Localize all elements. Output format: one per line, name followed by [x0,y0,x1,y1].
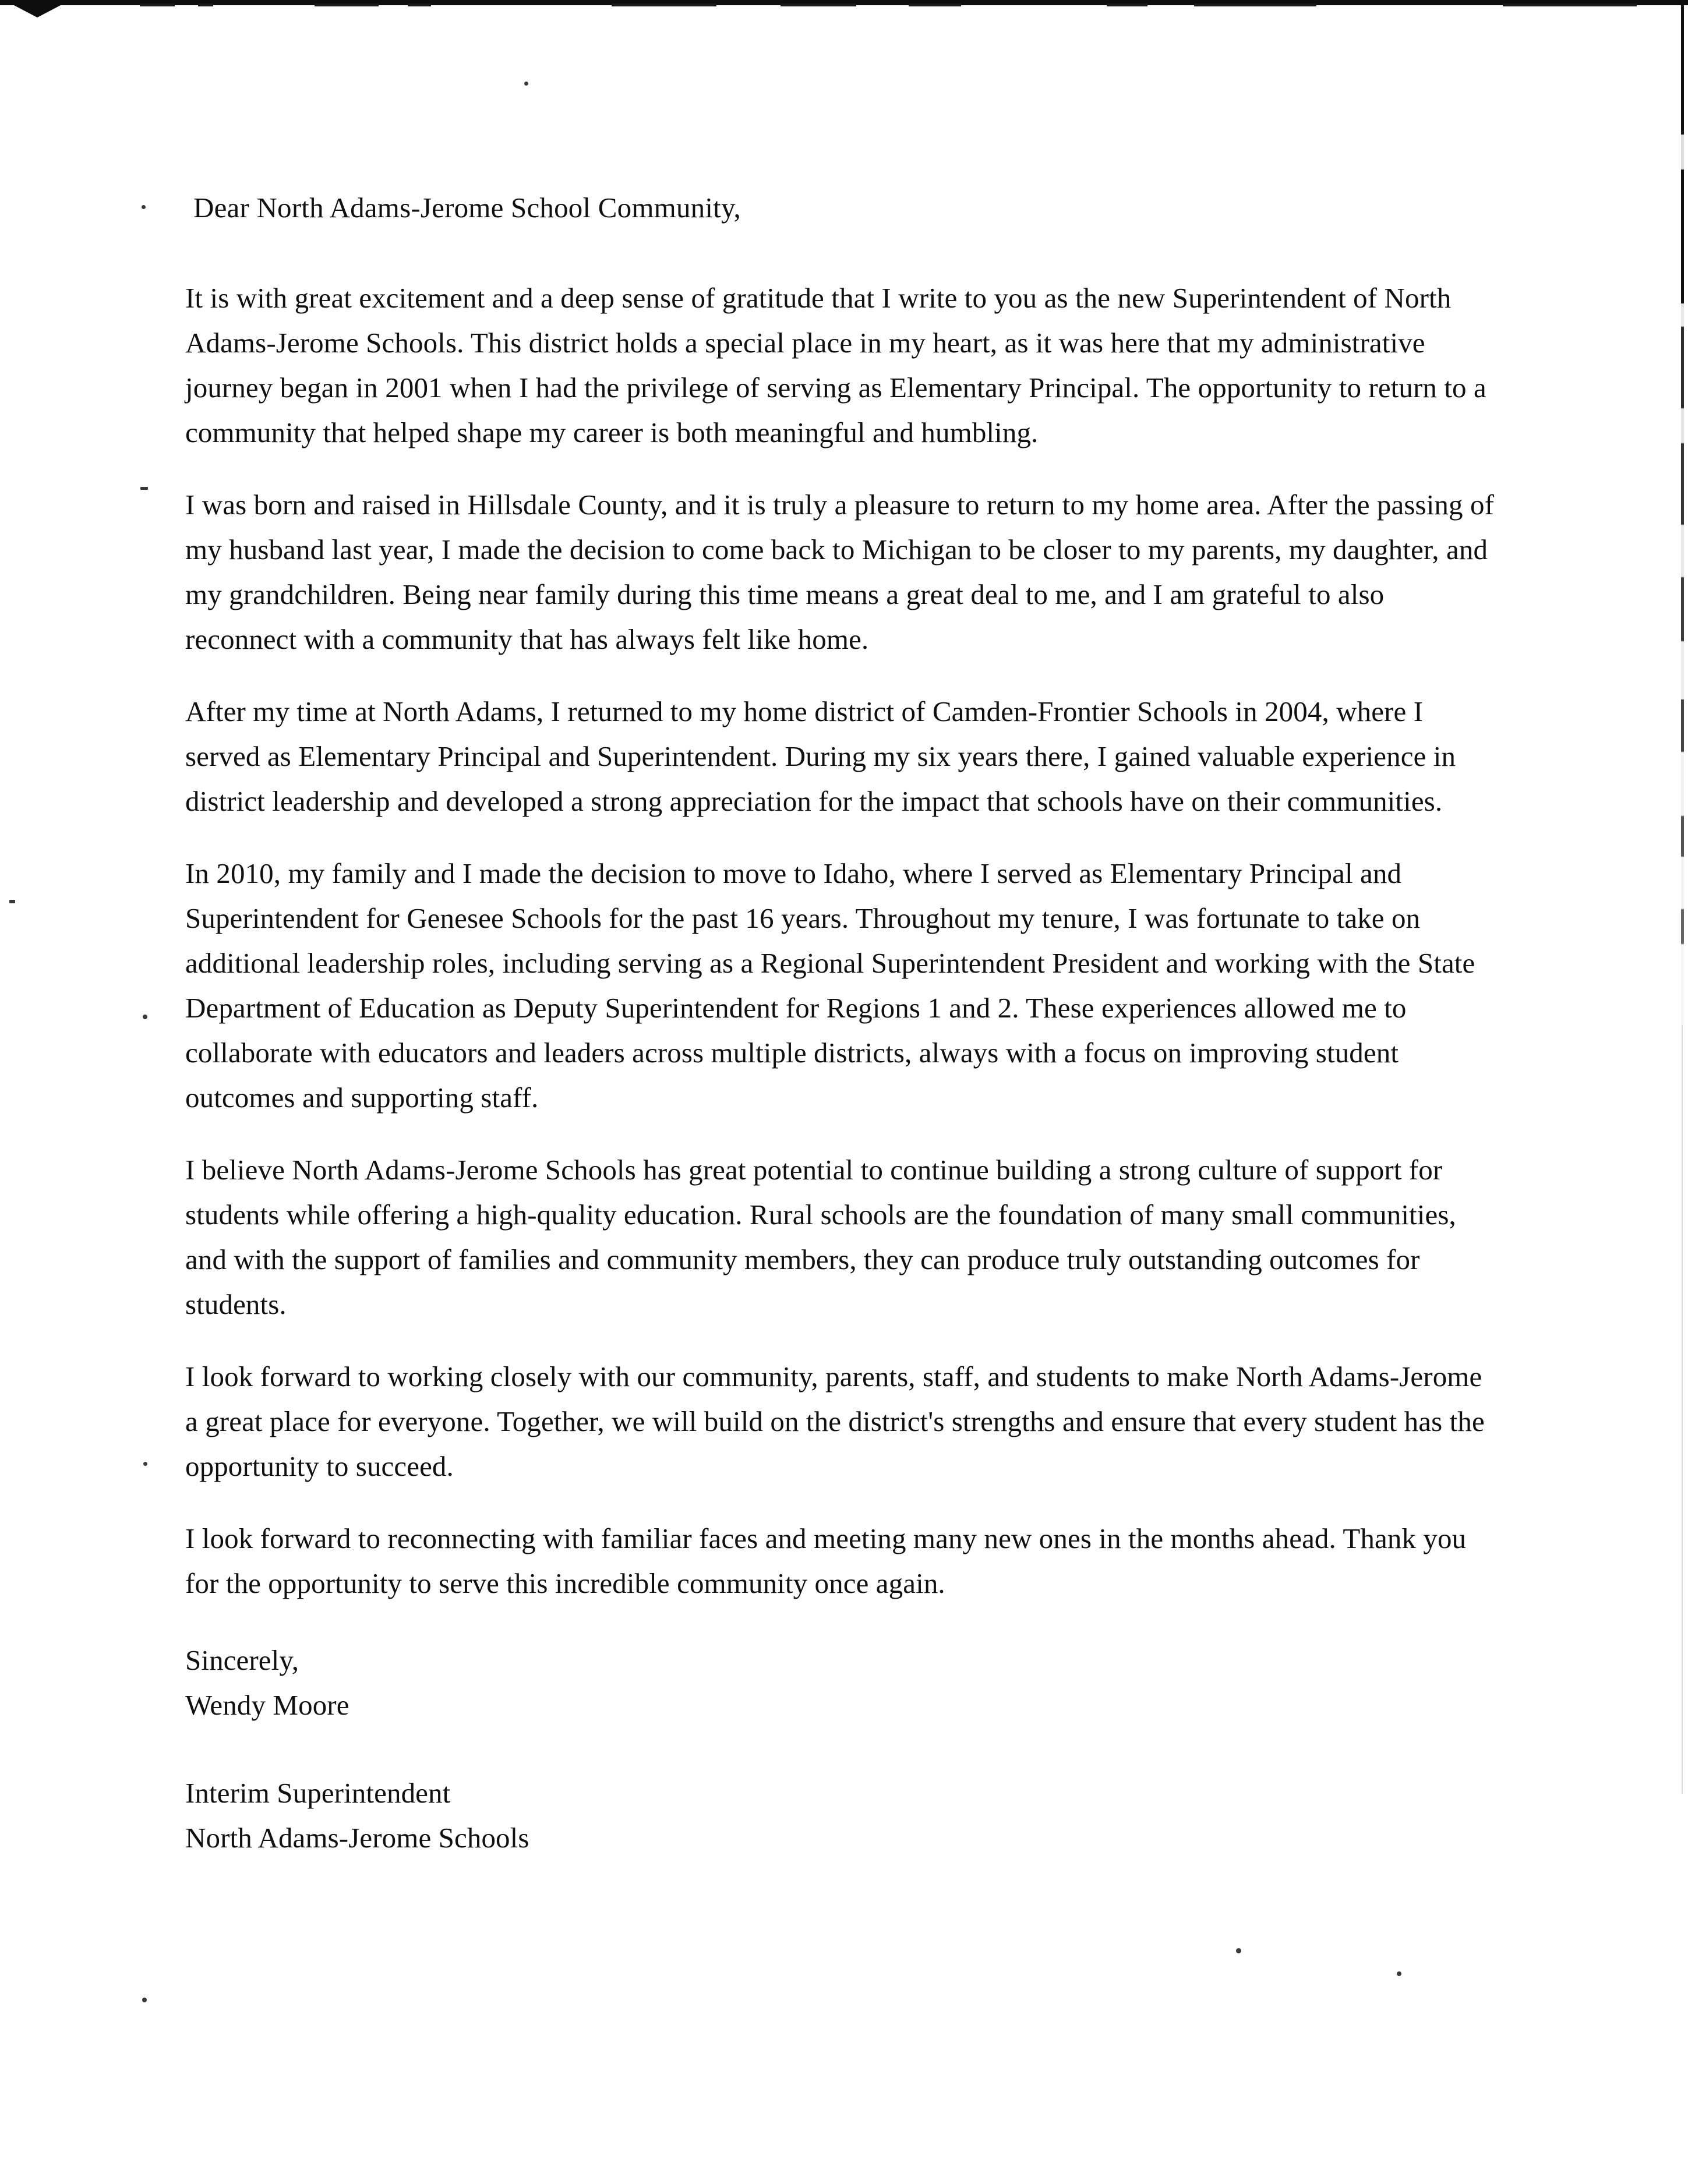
letter-paragraph: In 2010, my family and I made the decision to move to Idaho, where I served as Elementary Principal and Superintendent for Genesee Schools for the past 16 years. Throughout my tenure, I was fortunate to take on additional leadership roles, including serving as a Regional Superintendent President and working with the State Department of Education as Deputy Superintendent for Regions 1 and 2. These experiences allowed me to collaborate with educators and leaders across multiple districts, always with a focus on improving student outcomes and supporting staff. [185,857,1475,1114]
letter-body [185,185,1496,1860]
letter-paragraph: I was born and raised in Hillsdale County, and it is truly a pleasure to return to my home area. After the passing of my husband last year, I made the decision to come back to Michigan to be closer to my parents, my daughter, and my grandchildren. Being near family during this time means a great deal to me, and I am grateful to also reconnect with a community that has always felt like home. [185,489,1494,655]
letter-paragraph: It is with great excitement and a deep sense of gratitude that I write to you as the new Superintendent of North Adams-Jerome Schools. This district holds a special place in my heart, as it was here that my administrative journey began in 2001 when I had the privilege of serving as Elementary Principal. The opportunity to return to a community that helped shape my career is both meaningful and humbling. [185,282,1486,448]
closing-valediction: Sincerely, [185,1644,299,1676]
letter-paragraph: I look forward to reconnecting with familiar faces and meeting many new ones in the months ahead. Thank you for the opportunity to serve this incredible community once again. [185,1522,1467,1599]
letter-paragraph: I look forward to working closely with our community, parents, staff, and students to make North Adams-Jerome a great place for everyone. Together, we will build on the district's strengths and ensure that every student has the opportunity to succeed. [185,1360,1485,1482]
closing-spacer [185,1727,1496,1770]
signer-title: Interim Superintendent [185,1777,451,1809]
signer-name: Wendy Moore [185,1689,349,1721]
letter-salutation: Dear North Adams-Jerome School Community, [193,192,741,224]
letter-closing [185,1638,1496,1860]
letter-paragraph: I believe North Adams-Jerome Schools has great potential to continue building a strong culture of support for students while offering a high-quality education. Rural schools are the foundation of many small communities, and with the support of families and community members, they can produce truly outstanding outcomes for students. [185,1154,1456,1320]
signer-details [185,1770,1496,1860]
signer-organization: North Adams-Jerome Schools [185,1822,529,1854]
letter-paragraph: After my time at North Adams, I returned to my home district of Camden-Frontier Schools in 2004, where I served as Elementary Principal and Superintendent. During my six years there, I gained valuable experience in district leadership and developed a strong appreciation for the impact that schools have on their communities. [185,695,1456,817]
